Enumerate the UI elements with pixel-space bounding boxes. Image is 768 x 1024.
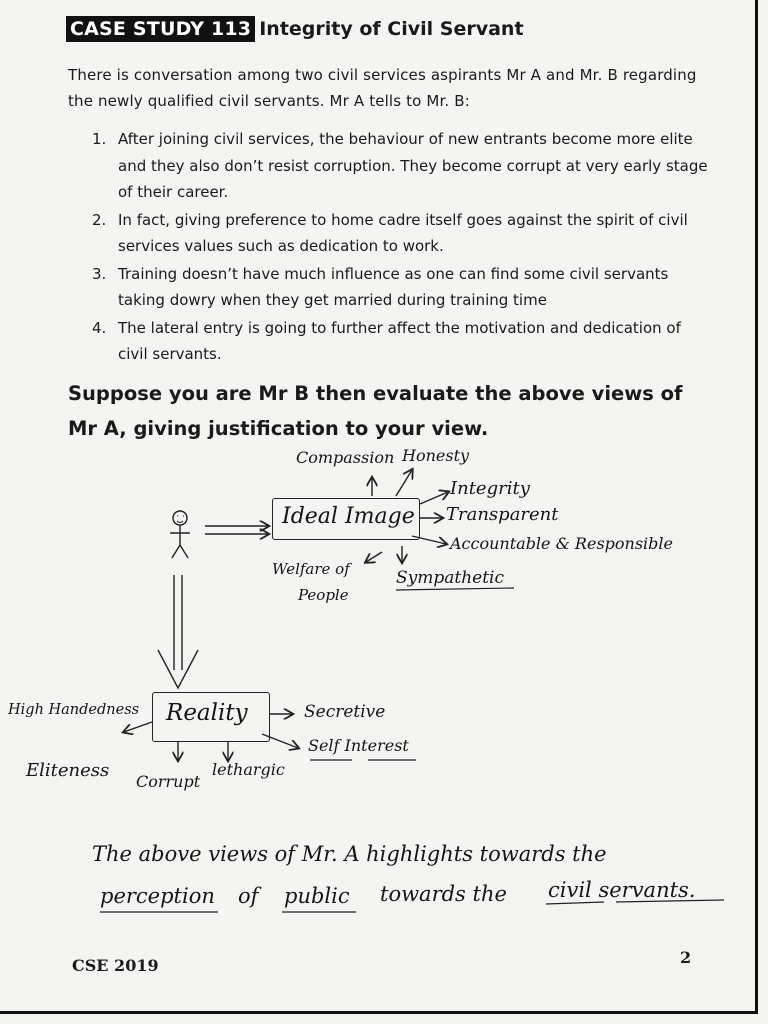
intro-paragraph: There is conversation among two civil services aspirants Mr A and Mr. B regarding the newly qualified civil servants. Mr A tells to Mr. B: (68, 66, 697, 110)
case-study-title: Integrity of Civil Servant (259, 18, 524, 40)
page-number: 2 (680, 948, 692, 967)
lethargic-label: lethargic (212, 760, 285, 779)
eliteness-label: Eliteness (26, 760, 110, 781)
transparent-label: Transparent (446, 504, 559, 525)
conclusion-public: public (284, 884, 350, 908)
list-item-text: After joining civil services, the behaviour of new entrants become more elite and they also don’t resist corruption. They become corrupt at very early stage of their career. (118, 130, 708, 201)
self-interest-label: Self Interest (308, 736, 409, 755)
conclusion-perception: perception (100, 884, 215, 908)
conclusion-civil-servants: civil servants. (548, 878, 696, 902)
ideal-image-label: Ideal Image (282, 504, 415, 529)
secretive-label: Secretive (304, 702, 386, 722)
conclusion-of: of (238, 884, 259, 908)
conclusion-line-1: The above views of Mr. A highlights towards the (92, 842, 607, 866)
accountable-label: Accountable & Responsible (450, 534, 673, 553)
integrity-label: Integrity (450, 478, 530, 499)
compassion-label: Compassion (296, 448, 395, 467)
list-item-text: In fact, giving preference to home cadre itself goes against the spirit of civil services values such as dedication to work. (118, 210, 688, 255)
list-item-number: 1. (92, 130, 107, 148)
question-text: Suppose you are Mr B then evaluate the above views of Mr A, giving justification to your view. (68, 382, 683, 440)
case-study-badge: CASE STUDY 113 (66, 16, 255, 42)
list-item-number: 2. (92, 210, 107, 229)
list-item-text: The lateral entry is going to further affect the motivation and dedication of civil servants. (118, 318, 681, 363)
list-item-number: 4. (92, 318, 107, 337)
sympathetic-label: Sympathetic (396, 568, 505, 588)
honesty-label: Honesty (402, 446, 470, 465)
welfare-label-line1: Welfare of (272, 560, 350, 578)
conclusion-towards-the: towards the (380, 882, 507, 906)
exam-label: CSE 2019 (72, 956, 159, 975)
welfare-label-line2: People (298, 586, 349, 604)
list-item-text: Training doesn’t have much influence as one can find some civil servants taking dowry when they get married during training time (118, 264, 669, 309)
list-item-number: 3. (92, 264, 107, 283)
reality-label: Reality (166, 700, 248, 726)
high-handedness-label: High Handedness (8, 702, 140, 718)
corrupt-label: Corrupt (136, 772, 201, 791)
